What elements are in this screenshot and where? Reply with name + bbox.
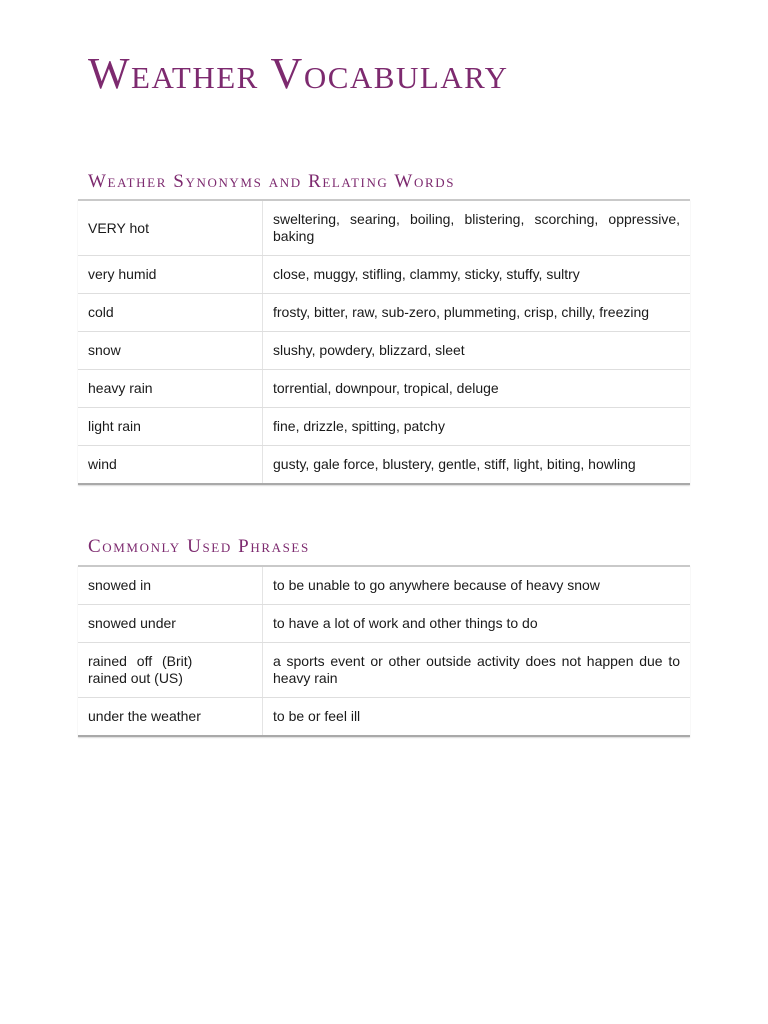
- phrase-term: under the weather: [78, 698, 263, 737]
- synonym-words: fine, drizzle, spitting, patchy: [263, 408, 691, 446]
- page-title: Weather Vocabulary: [88, 49, 509, 98]
- table-row: [78, 643, 690, 698]
- phrase-meaning: to have a lot of work and other things to do: [263, 605, 691, 643]
- table-row: [78, 446, 690, 485]
- phrase-term: snowed in: [78, 566, 263, 605]
- table-row: [78, 370, 690, 408]
- phrase-term: snowed under: [78, 605, 263, 643]
- phrases-table: [78, 565, 690, 737]
- phrase-meaning: a sports event or other outside activity does not happen due to heavy rain: [263, 643, 691, 698]
- synonyms-table: [78, 199, 690, 485]
- synonym-words: torrential, downpour, tropical, deluge: [263, 370, 691, 408]
- synonym-words: close, muggy, stifling, clammy, sticky, stuffy, sultry: [263, 256, 691, 294]
- synonym-term: VERY hot: [78, 200, 263, 256]
- phrases-section-heading: Commonly Used Phrases: [88, 536, 310, 557]
- synonym-term: heavy rain: [78, 370, 263, 408]
- synonym-term: snow: [78, 332, 263, 370]
- phrase-meaning: to be or feel ill: [263, 698, 691, 737]
- synonym-words: slushy, powdery, blizzard, sleet: [263, 332, 691, 370]
- phrase-meaning: to be unable to go anywhere because of heavy snow: [263, 566, 691, 605]
- synonym-term: light rain: [78, 408, 263, 446]
- phrase-term: [78, 643, 263, 698]
- table-row: [78, 256, 690, 294]
- table-row: [78, 332, 690, 370]
- phrase-term-us: rained out (US): [88, 670, 183, 686]
- synonym-term: very humid: [78, 256, 263, 294]
- table-row: [78, 605, 690, 643]
- table-row: [78, 294, 690, 332]
- table-row: [78, 200, 690, 256]
- table-row: [78, 566, 690, 605]
- synonym-words: sweltering, searing, boiling, blistering, scorching, oppressive, baking: [263, 200, 691, 256]
- synonyms-section-heading: Weather Synonyms and Relating Words: [88, 171, 456, 192]
- synonym-term: wind: [78, 446, 263, 485]
- table-row: [78, 698, 690, 737]
- synonym-words: gusty, gale force, blustery, gentle, stiff, light, biting, howling: [263, 446, 691, 485]
- phrase-term-brit: rained off (Brit): [88, 653, 193, 669]
- synonym-words: frosty, bitter, raw, sub-zero, plummeting, crisp, chilly, freezing: [263, 294, 691, 332]
- synonym-term: cold: [78, 294, 263, 332]
- table-row: [78, 408, 690, 446]
